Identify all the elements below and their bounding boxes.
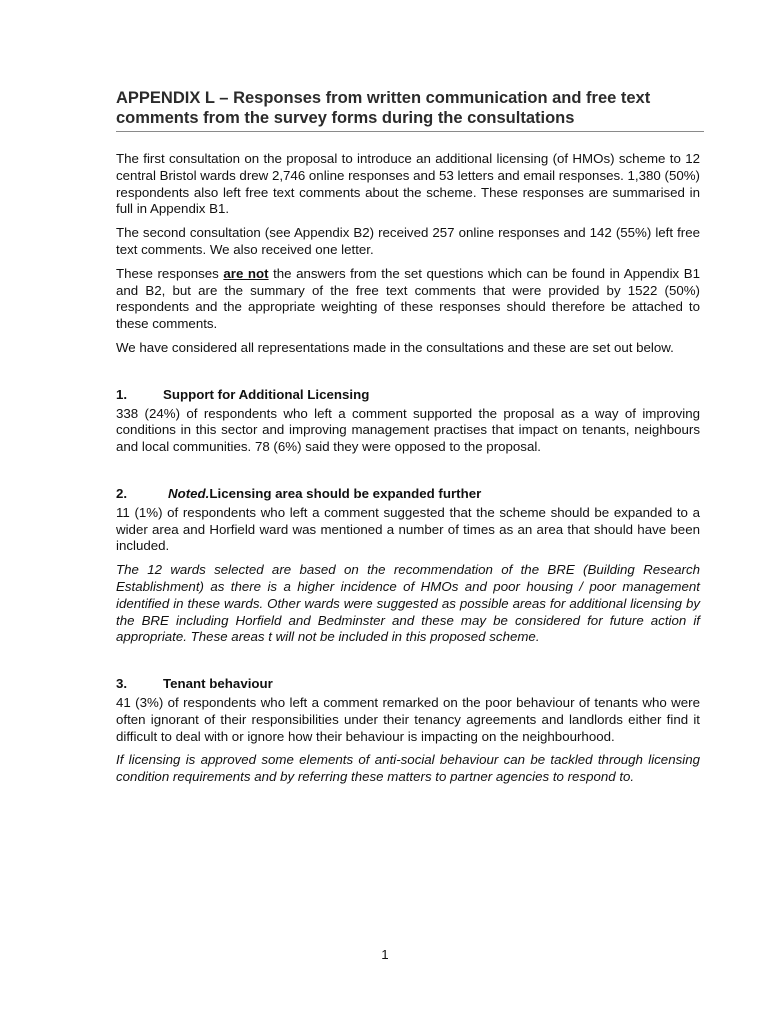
section-2-response: The 12 wards selected are based on the recommendation of the BRE (Building Research Establishment) as there is a higher incidence of HMOs and poor housing / poor management identified in these wards. Other wards were suggested as possible areas for additional licensing by the BRE including Horfield and Bedminster and these may be considered for future action if appropriate. These areas t will not be included in this proposed scheme. [116, 562, 700, 645]
section-3-heading [116, 676, 700, 693]
document-body [116, 151, 700, 793]
section-2-heading [116, 486, 700, 503]
intro-paragraph-1: The first consultation on the proposal to introduce an additional licensing (of HMOs) scheme to 12 central Bristol wards drew 2,746 online responses and 53 letters and email responses. 1,380 (50%) respondents also left free text comments about the scheme. These responses are summarised in full in Appendix B1. [116, 151, 700, 217]
intro-paragraph-4: We have considered all representations made in the consultations and these are set out below. [116, 339, 674, 355]
page-number: 1 [381, 947, 389, 962]
title-divider [116, 131, 704, 132]
section-3-number: 3. [116, 676, 128, 692]
section-2-noted: Noted. [168, 485, 210, 501]
section-2-number: 2. [116, 485, 128, 501]
intro-paragraph-2: The second consultation (see Appendix B2) received 257 online responses and 142 (55%) left free text comments. We also received one letter. [116, 225, 700, 257]
section-1-heading [116, 387, 700, 404]
section-2-title-text: Licensing area should be expanded further [209, 485, 482, 501]
section-1-number: 1. [116, 386, 128, 402]
section-3-title: Tenant behaviour [163, 676, 273, 692]
page-title: APPENDIX L – Responses from written communication and free text comments from the survey forms during the consultations [116, 89, 651, 127]
section-1-title: Support for Additional Licensing [163, 386, 370, 402]
intro-paragraph-3-start: These responses [116, 265, 224, 281]
emphasis-are-not: are not [223, 265, 269, 281]
intro-paragraph-3-end: the answers from the set questions which can be found in Appendix B1 and B2, but are the summary of the free text comments that were provided by 1522 (50%) respondents and the appropriate weighting of these responses should therefore be attached to these comments. [116, 265, 700, 332]
section-2-body: 11 (1%) of respondents who left a comment suggested that the scheme should be expanded to a wider area and Horfield ward was mentioned a number of times as an area that should have been included. [116, 504, 700, 554]
intro-paragraph-3 [116, 266, 700, 333]
section-2-title [168, 486, 481, 503]
section-1-body: 338 (24%) of respondents who left a comment supported the proposal as a way of improving conditions in this sector and improving management practises that impact on tenants, neighbours and local communities. 78 (6%) said they were opposed to the proposal. [116, 405, 700, 455]
section-3-body: 41 (3%) of respondents who left a comment remarked on the poor behaviour of tenants who were often ignorant of their responsibilities under their tenancy agreements and landlords either find it difficult to deal with or ignore how their behaviour is impacting on the neighbourhood. [116, 694, 700, 744]
section-3-response: If licensing is approved some elements of anti-social behaviour can be tackled through licensing condition requirements and by referring these matters to partner agencies to respond to. [116, 752, 700, 785]
